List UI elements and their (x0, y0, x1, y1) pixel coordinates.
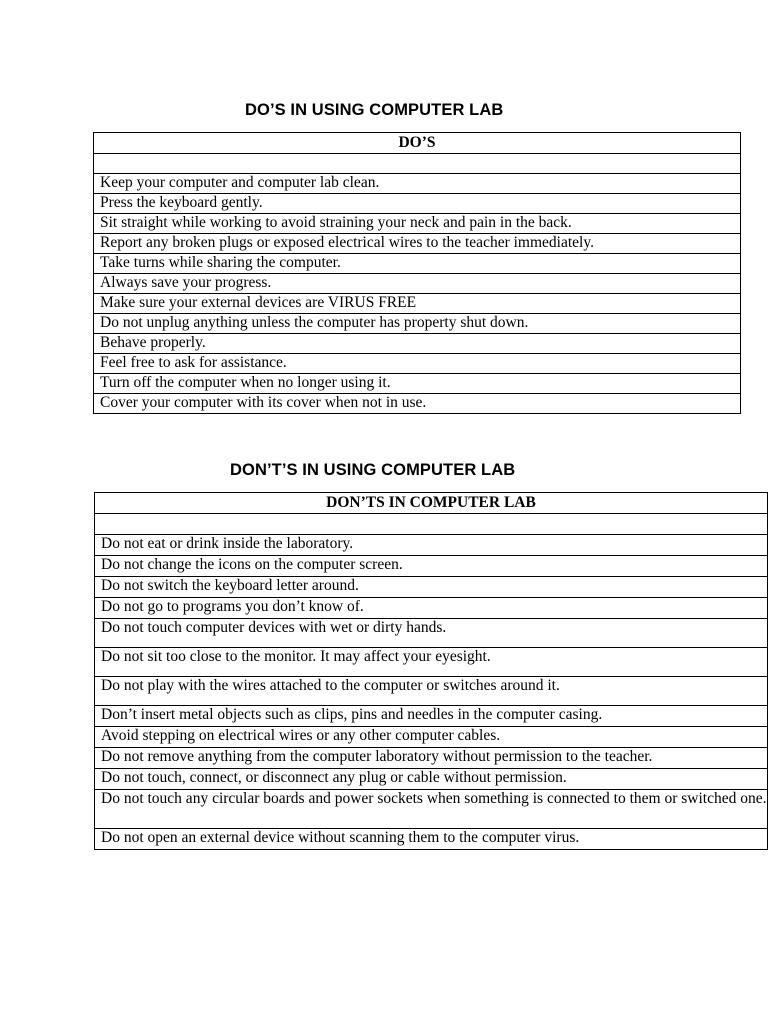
donts-row (95, 556, 768, 577)
donts-item: Do not remove anything from the computer laboratory without permission to the teacher. (95, 748, 768, 769)
dos-table-header-row (94, 133, 741, 154)
dos-row (94, 294, 741, 314)
dos-row (94, 274, 741, 294)
dos-item: Turn off the computer when no longer using it. (94, 374, 741, 394)
dos-blank-row (94, 154, 741, 174)
donts-table (94, 492, 768, 850)
dos-row (94, 374, 741, 394)
dos-row (94, 214, 741, 234)
donts-item: Do not change the icons on the computer screen. (95, 556, 768, 577)
donts-heading: DON’T’S IN USING COMPUTER LAB (230, 461, 516, 479)
dos-item: Behave properly. (94, 334, 741, 354)
dos-row (94, 174, 741, 194)
dos-blank-cell (94, 154, 741, 174)
donts-row (95, 769, 768, 790)
donts-item: Do not touch, connect, or disconnect any plug or cable without permission. (95, 769, 768, 790)
donts-item: Do not touch any circular boards and power sockets when something is connected to them or switched one. (95, 790, 768, 829)
donts-row (95, 598, 768, 619)
dos-item: Always save your progress. (94, 274, 741, 294)
dos-item: Make sure your external devices are VIRUS FREE (94, 294, 741, 314)
donts-table-header-row (95, 493, 768, 514)
donts-item: Do not sit too close to the monitor. It may affect your eyesight. (95, 648, 768, 677)
donts-row (95, 677, 768, 706)
donts-item: Do not touch computer devices with wet or dirty hands. (95, 619, 768, 648)
dos-table (93, 132, 741, 414)
dos-row (94, 234, 741, 254)
dos-item: Feel free to ask for assistance. (94, 354, 741, 374)
donts-row (95, 535, 768, 556)
donts-item: Do not open an external device without scanning them to the computer virus. (95, 829, 768, 850)
donts-blank-cell (95, 514, 768, 535)
dos-item: Report any broken plugs or exposed electrical wires to the teacher immediately. (94, 234, 741, 254)
donts-item: Do not play with the wires attached to the computer or switches around it. (95, 677, 768, 706)
donts-row (95, 748, 768, 769)
donts-item: Do not go to programs you don’t know of. (95, 598, 768, 619)
donts-row (95, 829, 768, 850)
dos-item: Sit straight while working to avoid straining your neck and pain in the back. (94, 214, 741, 234)
dos-table-header: DO’S (94, 133, 741, 154)
dos-item: Cover your computer with its cover when not in use. (94, 394, 741, 414)
dos-row (94, 314, 741, 334)
donts-row (95, 706, 768, 727)
dos-item: Take turns while sharing the computer. (94, 254, 741, 274)
donts-item: Avoid stepping on electrical wires or any other computer cables. (95, 727, 768, 748)
donts-blank-row (95, 514, 768, 535)
dos-item: Press the keyboard gently. (94, 194, 741, 214)
dos-row (94, 354, 741, 374)
donts-row (95, 648, 768, 677)
donts-row (95, 619, 768, 648)
dos-item: Keep your computer and computer lab clean. (94, 174, 741, 194)
donts-row (95, 727, 768, 748)
donts-row (95, 790, 768, 829)
dos-row (94, 194, 741, 214)
dos-heading: DO’S IN USING COMPUTER LAB (245, 101, 504, 119)
dos-row (94, 394, 741, 414)
donts-item: Don’t insert metal objects such as clips, pins and needles in the computer casing. (95, 706, 768, 727)
donts-item: Do not eat or drink inside the laboratory. (95, 535, 768, 556)
donts-item: Do not switch the keyboard letter around. (95, 577, 768, 598)
dos-row (94, 254, 741, 274)
dos-row (94, 334, 741, 354)
donts-row (95, 577, 768, 598)
donts-table-header: DON’TS IN COMPUTER LAB (95, 493, 768, 514)
dos-item: Do not unplug anything unless the computer has property shut down. (94, 314, 741, 334)
